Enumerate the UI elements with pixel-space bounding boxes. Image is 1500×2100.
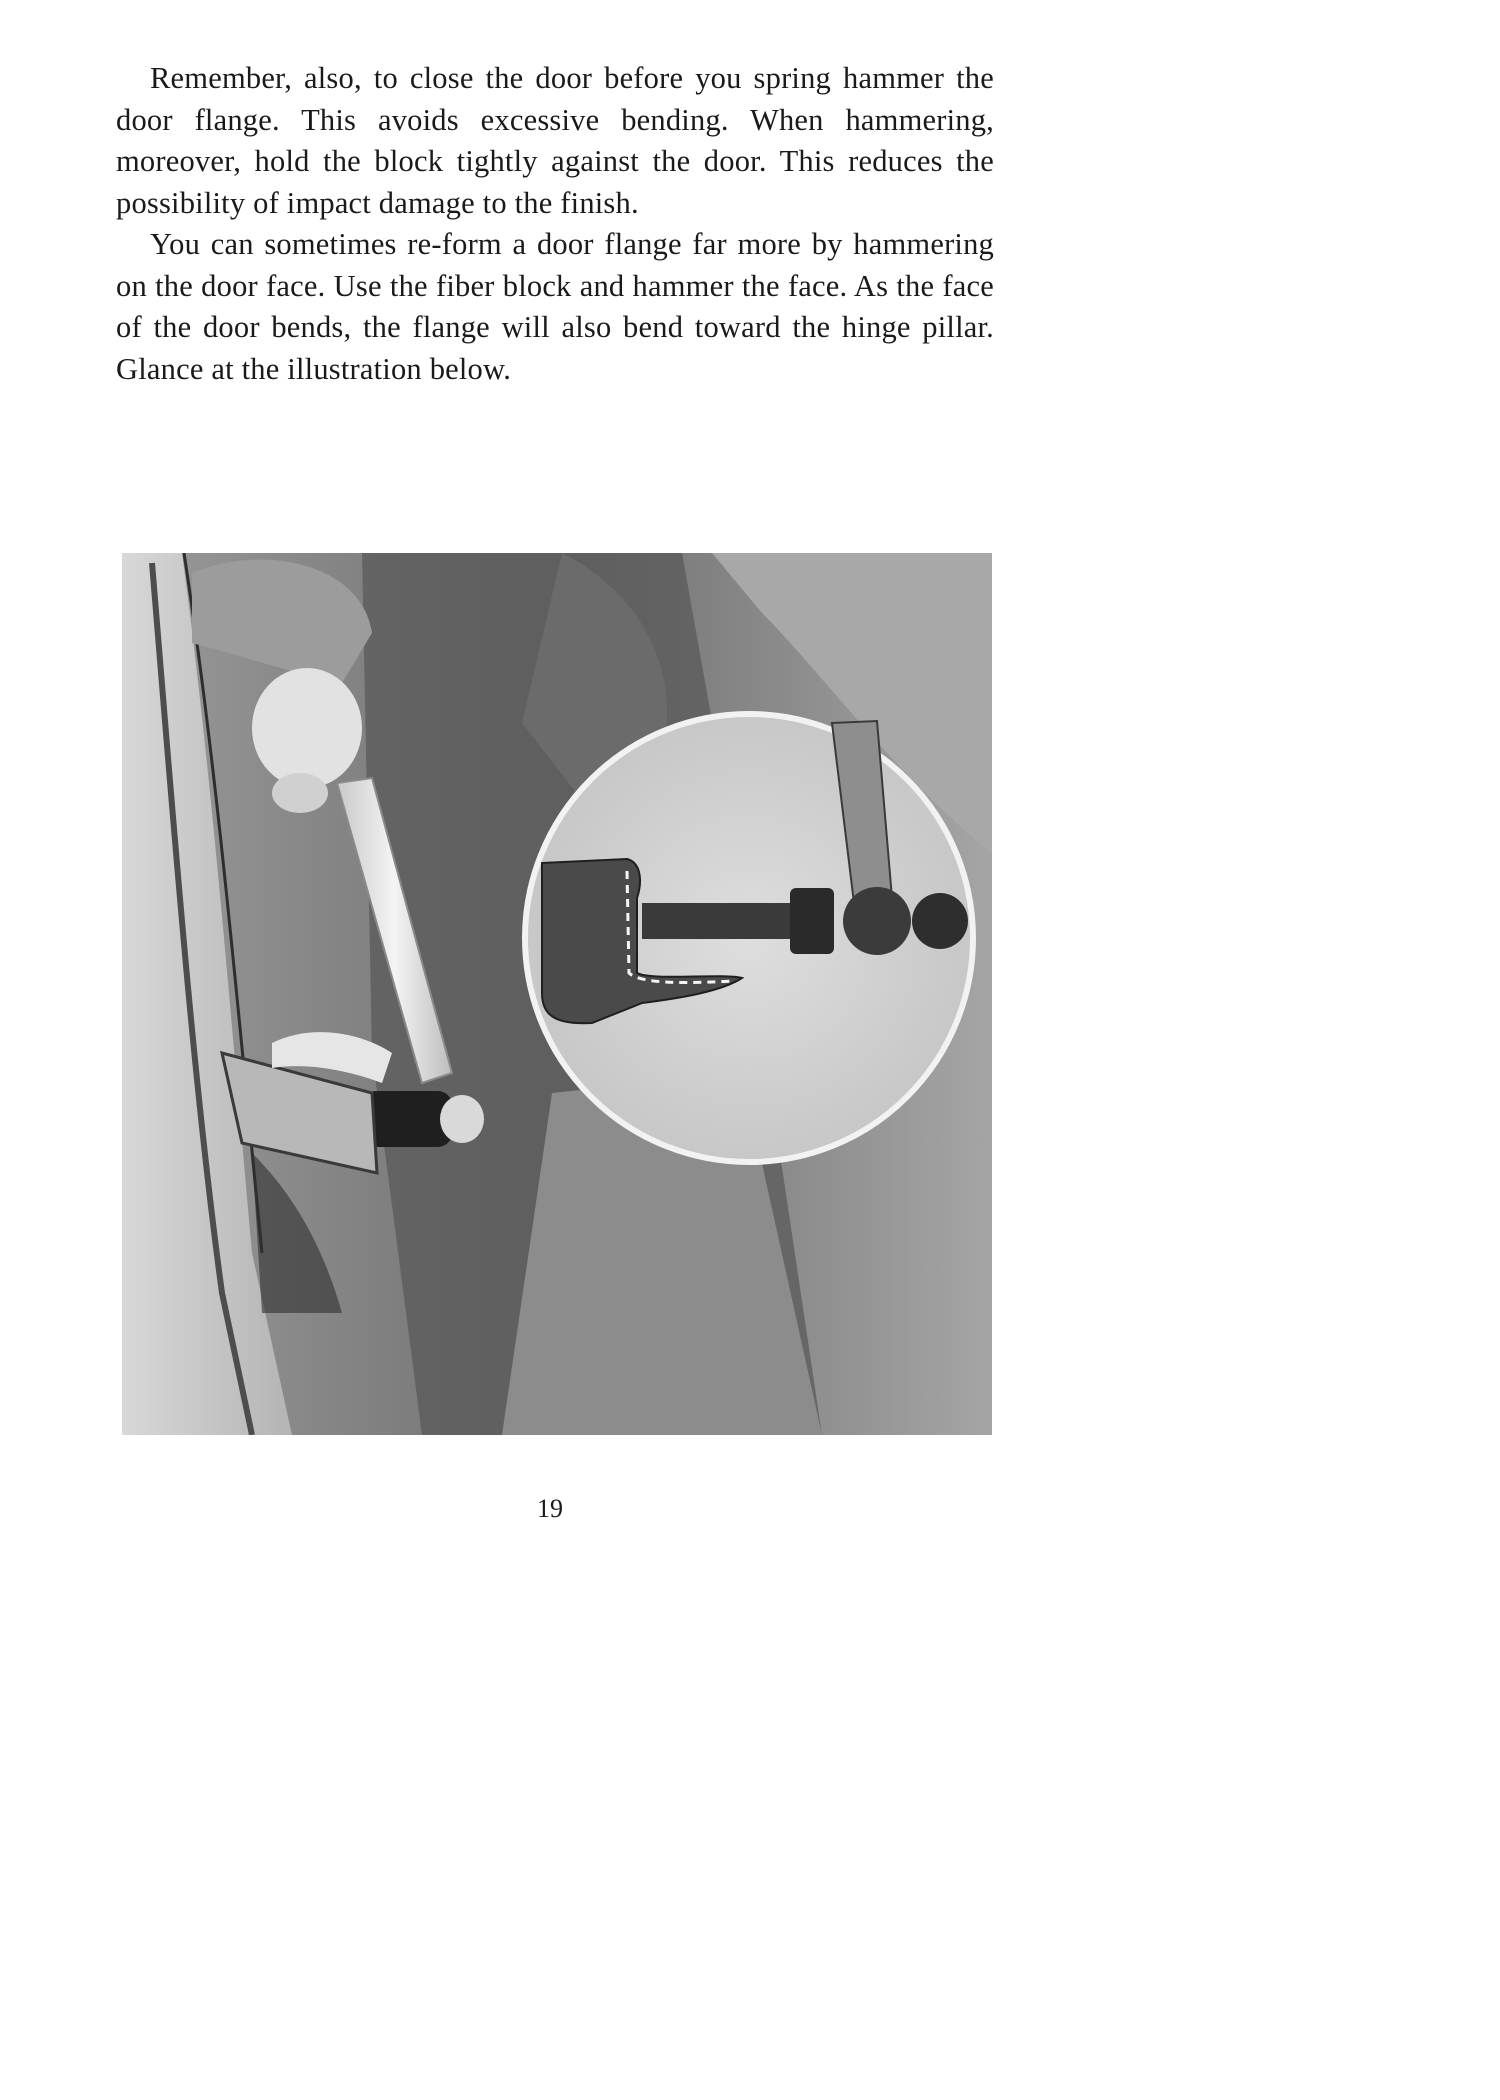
page-number: 19 [537,1494,563,1523]
body-text [116,58,994,390]
illustration-photo [122,553,992,1435]
paragraph-1: Remember, also, to close the door before you spring hammer the door flange. This avoids excessive bending. When hammering, moreover, hold the block tightly against the door. This reduces the possibility of impact damage to the finish. [116,61,994,220]
paragraph-2: You can sometimes re-form a door flange far more by hammering on the door face. Use the fiber block and hammer the face. As the face of the door bends, the flange will also bend toward the hinge pillar. Glance at the illustration below. [116,227,994,386]
inset-diagram [525,714,973,1162]
